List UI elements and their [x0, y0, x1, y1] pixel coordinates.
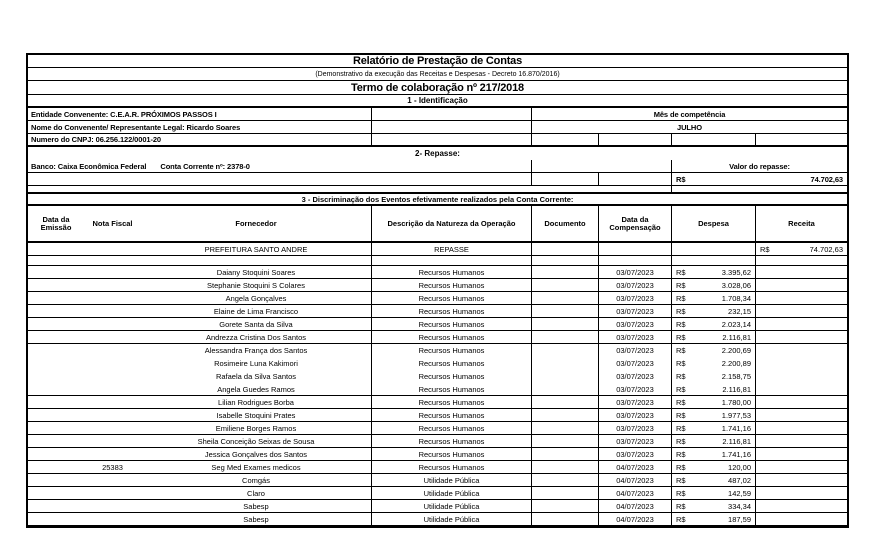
documento-cell	[531, 474, 598, 486]
table-row	[28, 448, 847, 461]
data-compensacao-cell: 03/07/2023	[598, 396, 671, 408]
despesa-value: 120,00	[728, 462, 751, 472]
data-emissao-cell	[28, 331, 84, 343]
natureza-cell: Utilidade Pública	[371, 487, 531, 499]
despesa-cell	[671, 396, 755, 408]
table-row	[28, 357, 847, 370]
nome-convenente-row	[28, 121, 847, 134]
currency-symbol: R$	[676, 346, 686, 355]
despesa-value: 3.028,06	[721, 280, 751, 290]
nota-fiscal-cell	[84, 357, 141, 370]
data-compensacao-cell: 03/07/2023	[598, 344, 671, 357]
cnpj-label: Numero do CNPJ: 06.256.122/0001-20	[31, 135, 161, 144]
col-header-descricao: Descrição da Natureza da Operação	[371, 206, 531, 241]
empty-cell	[28, 173, 531, 185]
natureza-cell: Recursos Humanos	[371, 370, 531, 383]
currency-symbol: R$	[676, 410, 686, 420]
col-header-data-emissao: Data da Emissão	[40, 214, 72, 232]
banco-row	[28, 160, 847, 173]
section1-header-row	[28, 95, 847, 108]
data-compensacao-cell: 03/07/2023	[598, 318, 671, 330]
empty-cell	[531, 160, 671, 172]
nome-convenente-label: Nome do Convenente/ Representante Legal: Ricardo Soares	[31, 122, 241, 132]
nota-fiscal-cell	[84, 279, 141, 291]
natureza-cell: Recursos Humanos	[371, 305, 531, 317]
documento-cell	[531, 266, 598, 278]
documento-cell	[531, 318, 598, 330]
natureza-cell: Recursos Humanos	[371, 357, 531, 370]
currency-symbol: R$	[676, 174, 686, 184]
events-table-body	[28, 266, 847, 526]
empty-cell	[28, 186, 671, 192]
col-header-documento: Documento	[531, 206, 598, 241]
receita-cell	[755, 279, 847, 291]
table-row	[28, 331, 847, 344]
fornecedor-cell: Rosimeire Luna Kakimori	[214, 359, 298, 368]
data-compensacao-cell: 03/07/2023	[598, 448, 671, 460]
data-emissao-cell	[28, 279, 84, 291]
fornecedor-cell: Elaine de Lima Francisco	[213, 306, 299, 316]
table-row	[28, 500, 847, 513]
documento-cell	[531, 461, 598, 473]
fornecedor-cell: Angela Gonçalves	[225, 293, 287, 303]
documento-cell	[531, 500, 598, 512]
data-emissao-cell	[28, 500, 84, 512]
table-row	[28, 513, 847, 526]
currency-symbol: R$	[676, 280, 686, 290]
despesa-value: 1.741,16	[721, 423, 751, 433]
report-subtitle-row	[28, 68, 847, 81]
fornecedor-cell: Claro	[247, 488, 265, 498]
nota-fiscal-cell	[84, 318, 141, 330]
fornecedor-cell: Angela Guedes Ramos	[217, 384, 295, 394]
currency-symbol: R$	[676, 306, 686, 316]
despesa-cell	[671, 435, 755, 447]
despesa-cell	[671, 461, 755, 473]
currency-symbol: R$	[676, 501, 686, 511]
data-emissao-cell	[28, 487, 84, 499]
data-compensacao-cell: 03/07/2023	[598, 331, 671, 343]
data-compensacao-cell: 03/07/2023	[598, 305, 671, 317]
table-row	[28, 396, 847, 409]
currency-symbol: R$	[676, 293, 686, 303]
despesa-value: 187,59	[728, 514, 751, 524]
receita-cell	[755, 357, 847, 370]
empty-cell	[598, 173, 671, 185]
col-header-receita: Receita	[755, 206, 847, 241]
empty-cell	[371, 108, 531, 120]
despesa-value: 232,15	[728, 306, 751, 316]
despesa-cell	[671, 318, 755, 330]
natureza-cell: Recursos Humanos	[371, 461, 531, 473]
natureza-cell: Recursos Humanos	[371, 331, 531, 343]
currency-symbol: R$	[676, 397, 686, 407]
documento-cell	[531, 409, 598, 421]
fornecedor-cell: Seg Med Exames medicos	[211, 462, 301, 472]
fornecedor-cell: Jessica Gonçalves dos Santos	[204, 449, 308, 459]
data-emissao-cell	[28, 474, 84, 486]
documento-cell	[531, 292, 598, 304]
documento-cell	[531, 422, 598, 434]
table-row	[28, 487, 847, 500]
documento-cell	[531, 243, 598, 255]
table-row	[28, 370, 847, 383]
table-row	[28, 422, 847, 435]
data-compensacao-cell: 03/07/2023	[598, 292, 671, 304]
empty-cell	[755, 134, 847, 145]
fornecedor-cell: Comgás	[242, 475, 270, 485]
banco-label: Banco: Caixa Econômica Federal	[31, 161, 147, 171]
despesa-cell	[671, 422, 755, 434]
despesa-cell	[671, 331, 755, 343]
documento-cell	[531, 357, 598, 370]
natureza-cell: Recursos Humanos	[371, 383, 531, 395]
nota-fiscal-cell	[84, 500, 141, 512]
data-emissao-cell	[28, 292, 84, 304]
nota-fiscal-cell	[84, 474, 141, 486]
receita-cell	[755, 422, 847, 434]
section3-title: 3 - Discriminação dos Eventos efetivamente realizados pela Conta Corrente:	[301, 194, 574, 204]
natureza-cell: Recursos Humanos	[371, 448, 531, 460]
despesa-value: 3.395,62	[721, 267, 751, 277]
despesa-value: 1.977,53	[721, 410, 751, 420]
data-emissao-cell	[28, 513, 84, 525]
data-emissao-cell	[28, 448, 84, 460]
nota-fiscal-cell	[84, 422, 141, 434]
documento-cell	[531, 370, 598, 383]
currency-symbol: R$	[676, 462, 686, 472]
nota-fiscal-cell	[84, 487, 141, 499]
data-emissao-cell	[28, 243, 84, 255]
receita-cell	[755, 409, 847, 421]
data-compensacao-cell: 03/07/2023	[598, 370, 671, 383]
despesa-value: 1.780,00	[721, 397, 751, 407]
data-compensacao-cell: 04/07/2023	[598, 461, 671, 473]
receita-cell	[755, 500, 847, 512]
fornecedor-cell: Emiliene Borges Ramos	[215, 423, 297, 433]
despesa-cell	[671, 409, 755, 421]
section2-header-row	[28, 147, 847, 160]
natureza-cell: Recursos Humanos	[371, 435, 531, 447]
despesa-cell	[671, 243, 755, 255]
fornecedor-cell: PREFEITURA SANTO ANDRE	[204, 244, 308, 254]
empty-cell	[598, 256, 671, 265]
prestacao-de-contas-report	[26, 53, 849, 528]
fornecedor-cell: Isabelle Stoquini Prates	[216, 410, 296, 420]
data-compensacao-cell: 03/07/2023	[598, 279, 671, 291]
table-row	[28, 292, 847, 305]
table-row	[28, 305, 847, 318]
receita-cell	[755, 513, 847, 525]
receita-value: 74.702,63	[809, 244, 843, 254]
despesa-cell	[671, 513, 755, 525]
natureza-cell: Recursos Humanos	[371, 279, 531, 291]
receita-cell	[755, 396, 847, 408]
despesa-cell	[671, 383, 755, 395]
table-row	[28, 266, 847, 279]
data-emissao-cell	[28, 357, 84, 370]
natureza-cell: Recursos Humanos	[371, 292, 531, 304]
despesa-cell	[671, 292, 755, 304]
despesa-value: 2.200,69	[721, 346, 751, 355]
fornecedor-cell: Lilian Rodrigues Borba	[218, 397, 294, 407]
receita-cell	[755, 344, 847, 357]
col-header-fornecedor: Fornecedor	[235, 219, 277, 228]
documento-cell	[531, 383, 598, 395]
currency-symbol: R$	[676, 436, 686, 446]
table-row	[28, 318, 847, 331]
receita-cell	[755, 331, 847, 343]
natureza-cell: Recursos Humanos	[371, 266, 531, 278]
natureza-cell: REPASSE	[371, 243, 531, 255]
data-compensacao-cell: 04/07/2023	[598, 500, 671, 512]
data-emissao-cell	[28, 305, 84, 317]
despesa-value: 142,59	[728, 488, 751, 498]
table-row	[28, 409, 847, 422]
nota-fiscal-cell	[84, 243, 141, 255]
receita-cell	[755, 266, 847, 278]
empty-cell	[371, 256, 531, 265]
despesa-value: 2.116,81	[722, 384, 751, 394]
receita-cell	[755, 474, 847, 486]
data-compensacao-cell: 03/07/2023	[598, 422, 671, 434]
currency-symbol: R$	[676, 267, 686, 277]
despesa-value: 2.116,81	[722, 332, 751, 342]
natureza-cell: Utilidade Pública	[371, 513, 531, 525]
section2-title: 2- Repasse:	[415, 149, 460, 158]
data-emissao-cell	[28, 383, 84, 395]
fornecedor-cell: Daiany Stoquini Soares	[216, 267, 296, 277]
valor-repasse-value: 74.702,63	[810, 174, 843, 184]
data-compensacao-cell: 03/07/2023	[598, 266, 671, 278]
data-emissao-cell	[28, 396, 84, 408]
entidade-convenente-label: Entidade Convenente: C.E.A.R. PRÓXIMOS PASSOS I	[31, 109, 217, 119]
nota-fiscal-cell	[84, 344, 141, 357]
fornecedor-cell: Sheila Conceição Seixas de Sousa	[197, 436, 315, 446]
documento-cell	[531, 435, 598, 447]
table-row	[28, 461, 847, 474]
currency-symbol: R$	[676, 475, 686, 485]
entidade-row	[28, 108, 847, 121]
currency-symbol: R$	[676, 359, 686, 368]
natureza-cell: Recursos Humanos	[371, 318, 531, 330]
empty-cell	[671, 256, 755, 265]
fornecedor-cell: Rafaela da Silva Santos	[215, 372, 297, 381]
receita-cell	[755, 461, 847, 473]
despesa-cell	[671, 344, 755, 357]
natureza-cell: Utilidade Pública	[371, 474, 531, 486]
valor-repasse-label: Valor do repasse:	[671, 160, 847, 172]
data-emissao-cell	[28, 318, 84, 330]
documento-cell	[531, 305, 598, 317]
nota-fiscal-cell	[84, 383, 141, 395]
nota-fiscal-cell	[84, 292, 141, 304]
nota-fiscal-cell	[84, 435, 141, 447]
data-compensacao-cell: 03/07/2023	[598, 435, 671, 447]
despesa-value: 487,02	[728, 475, 751, 485]
table-row	[28, 474, 847, 487]
data-emissao-cell	[28, 435, 84, 447]
currency-symbol: R$	[760, 244, 770, 254]
col-header-despesa: Despesa	[671, 206, 755, 241]
data-emissao-cell	[28, 409, 84, 421]
nota-fiscal-cell	[84, 513, 141, 525]
events-table-header-row	[28, 206, 847, 243]
receita-cell	[755, 243, 847, 255]
data-compensacao-cell	[598, 243, 671, 255]
fornecedor-cell: Sabesp	[243, 501, 269, 511]
fornecedor-cell: Sabesp	[243, 514, 269, 524]
valor-repasse-cell	[671, 173, 847, 185]
data-compensacao-cell: 04/07/2023	[598, 487, 671, 499]
despesa-cell	[671, 474, 755, 486]
data-compensacao-cell: 03/07/2023	[598, 357, 671, 370]
fornecedor-cell: Andrezza Cristina Dos Santos	[205, 332, 307, 342]
receita-cell	[755, 292, 847, 304]
receita-cell	[755, 383, 847, 395]
data-compensacao-cell: 03/07/2023	[598, 383, 671, 395]
empty-cell	[598, 134, 671, 145]
receita-cell	[755, 318, 847, 330]
empty-cell	[531, 256, 598, 265]
despesa-value: 2.158,75	[721, 372, 751, 381]
despesa-cell	[671, 487, 755, 499]
natureza-cell: Utilidade Pública	[371, 500, 531, 512]
documento-cell	[531, 448, 598, 460]
despesa-value: 2.023,14	[721, 319, 751, 329]
receita-cell	[755, 448, 847, 460]
currency-symbol: R$	[676, 423, 686, 433]
documento-cell	[531, 487, 598, 499]
documento-cell	[531, 279, 598, 291]
data-compensacao-cell: 04/07/2023	[598, 474, 671, 486]
termo-title: Termo de colaboração nº 217/2018	[351, 81, 524, 94]
nota-fiscal-cell	[84, 305, 141, 317]
nota-fiscal-cell	[84, 409, 141, 421]
termo-row	[28, 81, 847, 95]
data-emissao-cell	[28, 266, 84, 278]
report-subtitle: (Demonstrativo da execução das Receitas e Despesas - Decreto 16.870/2016)	[315, 70, 560, 78]
despesa-cell	[671, 448, 755, 460]
empty-cell	[371, 121, 531, 133]
currency-symbol: R$	[676, 332, 686, 342]
empty-cell	[28, 256, 371, 265]
table-row	[28, 279, 847, 292]
despesa-cell	[671, 266, 755, 278]
currency-symbol: R$	[676, 319, 686, 329]
conta-corrente-label: Conta Corrente nº: 2378-0	[160, 161, 250, 171]
table-row	[28, 435, 847, 448]
receita-cell	[755, 370, 847, 383]
despesa-cell	[671, 370, 755, 383]
fornecedor-cell: Gorete Santa da Silva	[219, 319, 293, 329]
currency-symbol: R$	[676, 488, 686, 498]
currency-symbol: R$	[676, 449, 686, 459]
despesa-value: 1.741,16	[721, 449, 751, 459]
nota-fiscal-cell	[84, 370, 141, 383]
natureza-cell: Recursos Humanos	[371, 396, 531, 408]
despesa-value: 1.708,34	[721, 293, 751, 303]
documento-cell	[531, 331, 598, 343]
nota-fiscal-cell	[84, 448, 141, 460]
section1-title: 1 - Identificação	[407, 96, 468, 105]
spacer-row	[28, 186, 847, 194]
data-emissao-cell	[28, 461, 84, 473]
empty-cell	[531, 173, 598, 185]
data-compensacao-cell: 04/07/2023	[598, 513, 671, 525]
cnpj-row	[28, 134, 847, 147]
repasse-entry-row	[28, 243, 847, 256]
table-row	[28, 344, 847, 357]
receita-cell	[755, 435, 847, 447]
data-emissao-cell	[28, 422, 84, 434]
documento-cell	[531, 396, 598, 408]
despesa-value: 334,34	[728, 501, 751, 511]
currency-symbol: R$	[676, 372, 686, 381]
despesa-cell	[671, 500, 755, 512]
valor-repasse-row	[28, 173, 847, 186]
nota-fiscal-cell	[84, 266, 141, 278]
section3-header-row	[28, 194, 847, 206]
nota-fiscal-cell	[84, 331, 141, 343]
despesa-cell	[671, 357, 755, 370]
receita-cell	[755, 487, 847, 499]
natureza-cell: Recursos Humanos	[371, 344, 531, 357]
despesa-cell	[671, 279, 755, 291]
col-header-data-compensacao: Data da Compensação	[598, 206, 671, 241]
empty-cell	[531, 134, 598, 145]
data-emissao-cell	[28, 344, 84, 357]
empty-cell	[671, 186, 847, 192]
natureza-cell: Recursos Humanos	[371, 409, 531, 421]
despesa-value: 2.200,89	[721, 359, 751, 368]
despesa-value: 2.116,81	[722, 436, 751, 446]
despesa-cell	[671, 305, 755, 317]
mes-competencia-value: JULHO	[531, 121, 847, 133]
fornecedor-cell: Alessandra França dos Santos	[204, 346, 308, 355]
documento-cell	[531, 513, 598, 525]
banco-cell	[28, 160, 531, 172]
currency-symbol: R$	[676, 514, 686, 524]
empty-cell	[371, 134, 531, 145]
data-compensacao-cell: 03/07/2023	[598, 409, 671, 421]
natureza-cell: Recursos Humanos	[371, 422, 531, 434]
spacer-row	[28, 256, 847, 266]
nota-fiscal-cell: 25383	[102, 462, 123, 472]
data-emissao-cell	[28, 370, 84, 383]
report-title: Relatório de Prestação de Contas	[352, 55, 523, 67]
nota-fiscal-cell	[84, 396, 141, 408]
report-title-row	[28, 55, 847, 68]
table-row	[28, 383, 847, 396]
col-header-nota-fiscal: Nota Fiscal	[92, 218, 133, 228]
mes-competencia-label: Mês de competência	[531, 108, 847, 120]
receita-cell	[755, 305, 847, 317]
empty-cell	[671, 134, 755, 145]
documento-cell	[531, 344, 598, 357]
empty-cell	[755, 256, 847, 265]
fornecedor-cell: Stephanie Stoquini S Colares	[207, 280, 305, 290]
currency-symbol: R$	[676, 384, 686, 394]
